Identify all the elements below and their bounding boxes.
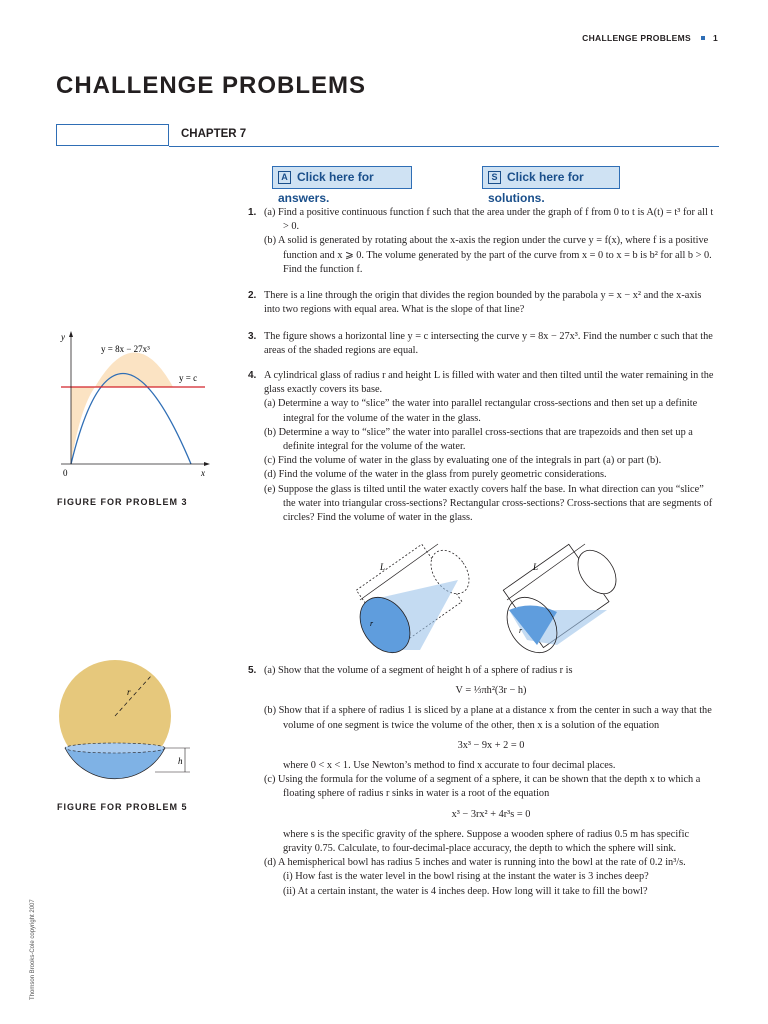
curve-label: y = 8x − 27x³ [101,344,150,354]
header-square-icon [701,36,705,40]
page-number: 1 [712,33,718,43]
chapter-rule [169,146,719,147]
x-arrow-icon [204,462,210,466]
equation-floating-sphere: x³ − 3rx² + 4r³s = 0 [451,808,531,820]
answers-link-button[interactable] [272,166,412,205]
answers-link-label: Click here for answers. [278,170,374,205]
problem-4b: (b) Determine a way to “slice” the water into parallel cross-sections that are trapezoids and then set up a definite integral for the volume of the water. [264,426,693,453]
running-header [582,33,718,43]
solutions-link-button[interactable] [482,166,620,205]
figure-problem-5 [55,660,200,785]
glass-rim [570,543,622,601]
problem-4 [248,369,718,525]
origin-label: 0 [63,468,68,478]
problem-4e: (e) Suppose the glass is tilted until the water exactly covers half the base. In what direction can you “slice” the water into triangular cross-sections? Rectangular cross-sections? Cross-sections that are segments of circles? Find the volume of water in the glass. [264,483,713,524]
r-label: r [519,626,523,635]
chapter-box [56,124,169,146]
problem-3 [248,330,718,358]
problem-4c: (c) Find the volume of water in the glass by evaluating one of the integrals in part (a) or part (b). [264,455,662,467]
solutions-link-label: Click here for solutions. [488,170,584,205]
figure-5-caption: FIGURE FOR PROBLEM 5 [57,802,188,812]
figure-glass-left [350,540,475,655]
page-title: CHALLENGE PROBLEMS [56,72,367,99]
L-label: L [533,562,539,572]
x-axis-label: x [201,468,205,478]
figure-problem-3 [55,328,220,483]
r-label: r [370,619,374,628]
problem-1a: (a) Find a positive continuous function f such that the area under the graph of f from 0 to t is A(t) = t³ for all t > 0. [264,207,714,233]
figure-glass-right [497,540,622,655]
y-arrow-icon [69,331,73,337]
problem-5b-cont: where 0 < x < 1. Use Newton’s method to find x accurate to four decimal places. [283,760,616,772]
solutions-key-icon: S [488,171,501,184]
dimension-L [507,544,585,600]
shaded-region-top [95,353,173,388]
equation-segment-volume: V = ⅓πh²(3r − h) [455,685,527,697]
problem-1 [248,206,718,277]
problem-5d: (d) A hemispherical bowl has radius 5 inches and water is running into the bowl at the rate of 0.2 in³/s. [264,857,686,869]
problem-number: 4. [248,370,257,381]
copyright-text: Thomson Brooks-Cole copyright 2007 [30,899,36,1000]
problem-5c-cont: where s is the specific gravity of the sphere. Suppose a wooden sphere of radius 0.5 m has specific gravity 0.75. Calculate, to four-decimal-place accuracy, the depth to which the sphere will sink. [283,828,690,855]
problem-number: 3. [248,331,257,342]
running-header-title: CHALLENGE PROBLEMS [582,33,691,43]
problem-5a: (a) Show that the volume of a segment of height h of a sphere of radius r is [264,665,573,676]
r-label: r [127,687,131,697]
y-axis-label: y [61,332,65,342]
problem-4a: (a) Determine a way to “slice” the water into parallel rectangular cross-sections and then set up a definite integral for the volume of the water in the glass. [264,398,698,424]
problem-number: 5. [248,665,257,676]
problem-number: 1. [248,207,257,218]
h-label: h [178,756,183,766]
problem-2 [248,289,718,317]
problem-5 [248,664,718,899]
problem-5c: (c) Using the formula for the volume of a segment of a sphere, it can be shown that the depth x to which a floating sphere of radius r sinks in water is a root of the equation [264,774,701,800]
problem-2-text: There is a line through the origin that divides the region bounded by the parabola y = x − x² and the x-axis into two regions with equal area. What is the slope of that line? [264,290,702,316]
figure-3-caption: FIGURE FOR PROBLEM 3 [57,497,188,507]
chapter-label: CHAPTER 7 [181,128,247,140]
problem-5b: (b) Show that if a sphere of radius 1 is sliced by a plane at a distance x from the center in such a way that the volume of one segment is twice the volume of the other, then x is a solution of the equation [264,705,712,731]
problem-4d: (d) Find the volume of the water in the glass from purely geometric considerations. [264,469,607,481]
problem-4-intro: A cylindrical glass of radius r and height L is filled with water and then tilted until the water remaining in the glass exactly covers its base. [264,370,714,396]
problem-5d-i: (i) How fast is the water level in the bowl rising at the instant the water is 3 inches deep? [283,871,649,883]
problem-1b: (b) A solid is generated by rotating about the x-axis the region under the curve y = f(x), where f is a positive function and x ⩾ 0. The volume generated by the part of the curve from x = 0 to x = b is b² for all b > 0. Find the function f. [264,235,712,275]
problem-3-text: The figure shows a horizontal line y = c intersecting the curve y = 8x − 27x³. Find the number c such that the areas of the shaded regions are equal. [264,331,713,357]
problem-number: 2. [248,290,257,301]
segment-plane [65,743,165,753]
equation-cubic: 3x³ − 9x + 2 = 0 [457,739,525,751]
problem-5d-ii: (ii) At a certain instant, the water is 4 inches deep. How long will it take to fill the bowl? [283,885,648,897]
answers-key-icon: A [278,171,291,184]
line-label: y = c [179,373,198,383]
L-label: L [380,562,386,572]
